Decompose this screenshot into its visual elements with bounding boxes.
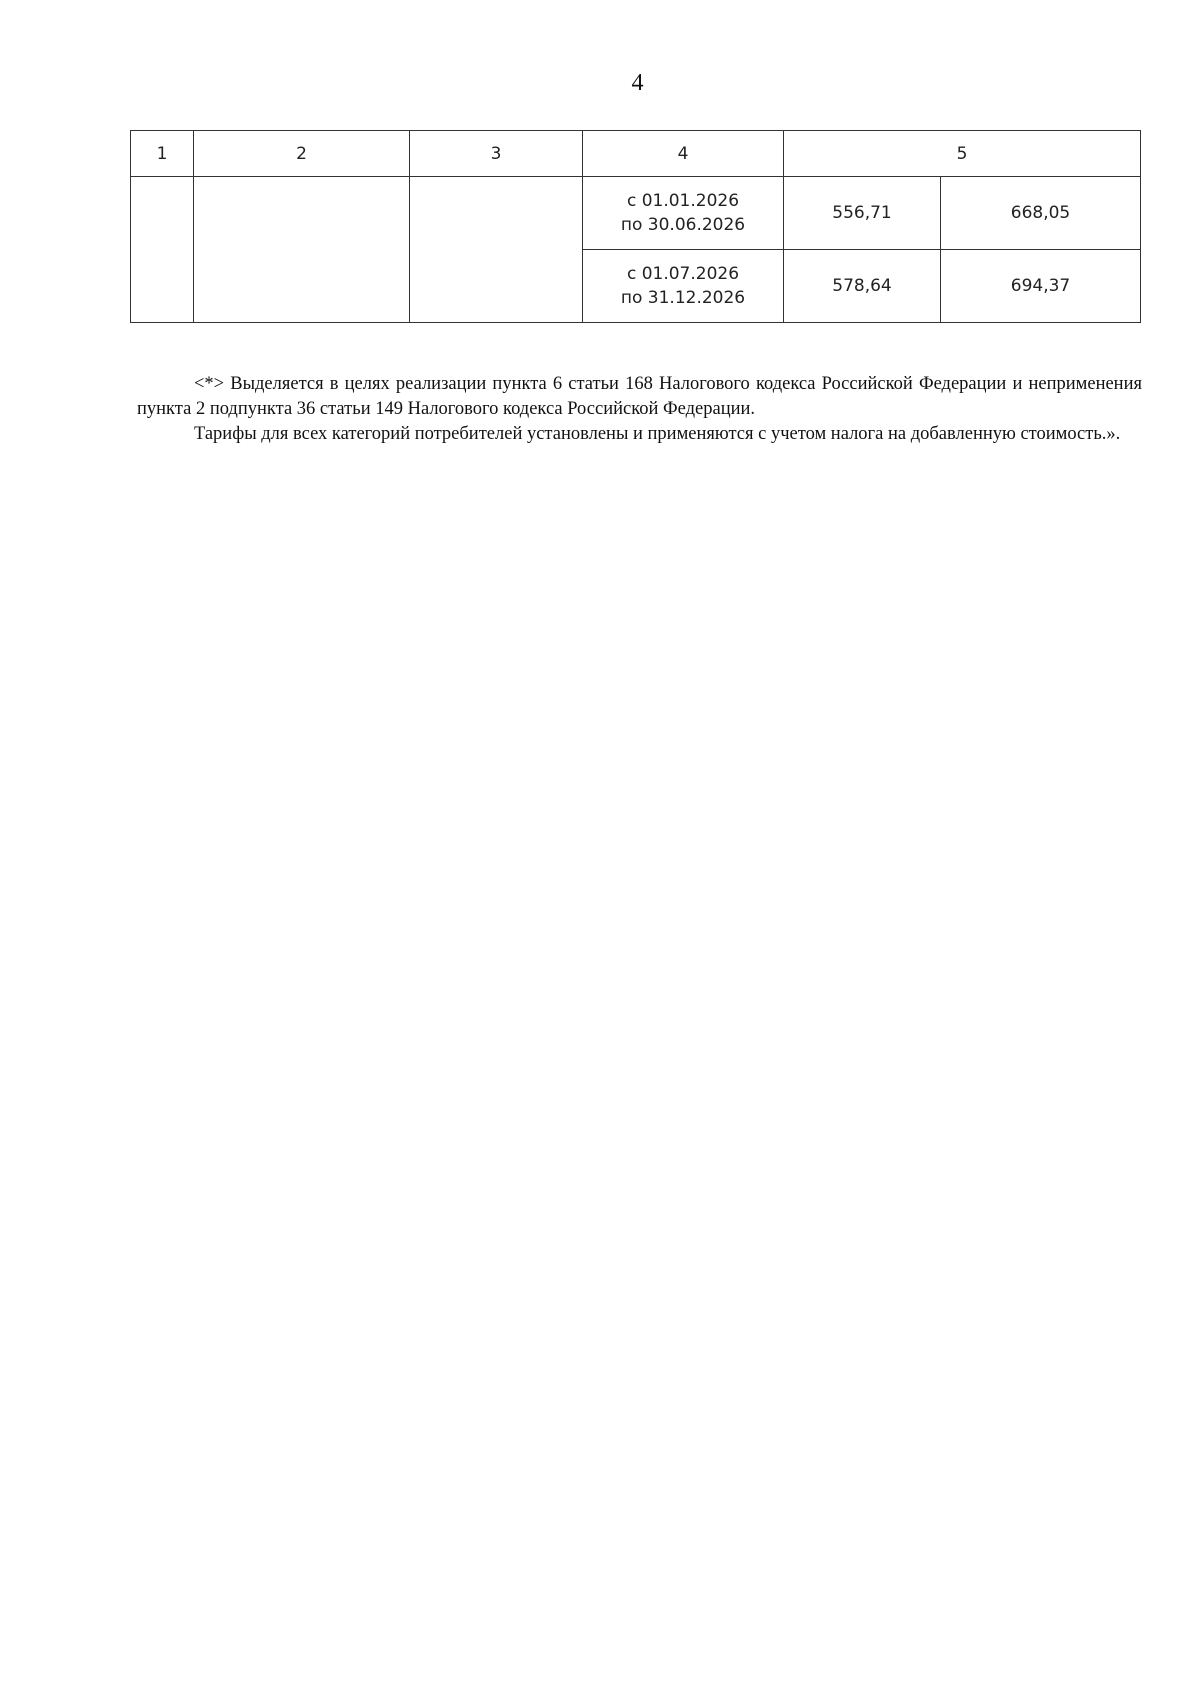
- header-cell-4: 4: [583, 131, 784, 177]
- table-header-row: [131, 131, 1141, 177]
- tariff-table: [130, 130, 1141, 323]
- header-cell-1: 1: [131, 131, 194, 177]
- tariff-value-cell: 668,05: [941, 177, 1141, 250]
- table-row: [131, 177, 1141, 250]
- cell-col-2: [194, 177, 410, 323]
- footnote-tariffs-note: Тарифы для всех категорий потребителей установлены и применяются с учетом налога на добавленную стоимость.».: [194, 424, 1121, 444]
- period-cell: [583, 250, 784, 323]
- header-cell-3: 3: [410, 131, 583, 177]
- period-to: по 31.12.2026: [620, 288, 746, 308]
- cell-col-1: [131, 177, 194, 323]
- period-from: с 01.01.2026: [626, 191, 740, 211]
- period-cell: [583, 177, 784, 250]
- header-cell-2: 2: [194, 131, 410, 177]
- period-from: с 01.07.2026: [626, 264, 740, 284]
- tariff-value-cell: 578,64: [784, 250, 941, 323]
- footnote-block: [137, 372, 1142, 447]
- period-to: по 30.06.2026: [620, 215, 746, 235]
- footnote-vat-note: <*> Выделяется в целях реализации пункта 6 статьи 168 Налогового кодекса Российской Федерации и неприменения пункта 2 подпункта 36 статьи 149 Налогового кодекса Российской Федерации.: [137, 374, 1142, 419]
- header-cell-5: 5: [784, 131, 1141, 177]
- tariff-value-cell: 556,71: [784, 177, 941, 250]
- cell-col-3: [410, 177, 583, 323]
- tariff-value-cell: 694,37: [941, 250, 1141, 323]
- page-number: 4: [631, 70, 644, 96]
